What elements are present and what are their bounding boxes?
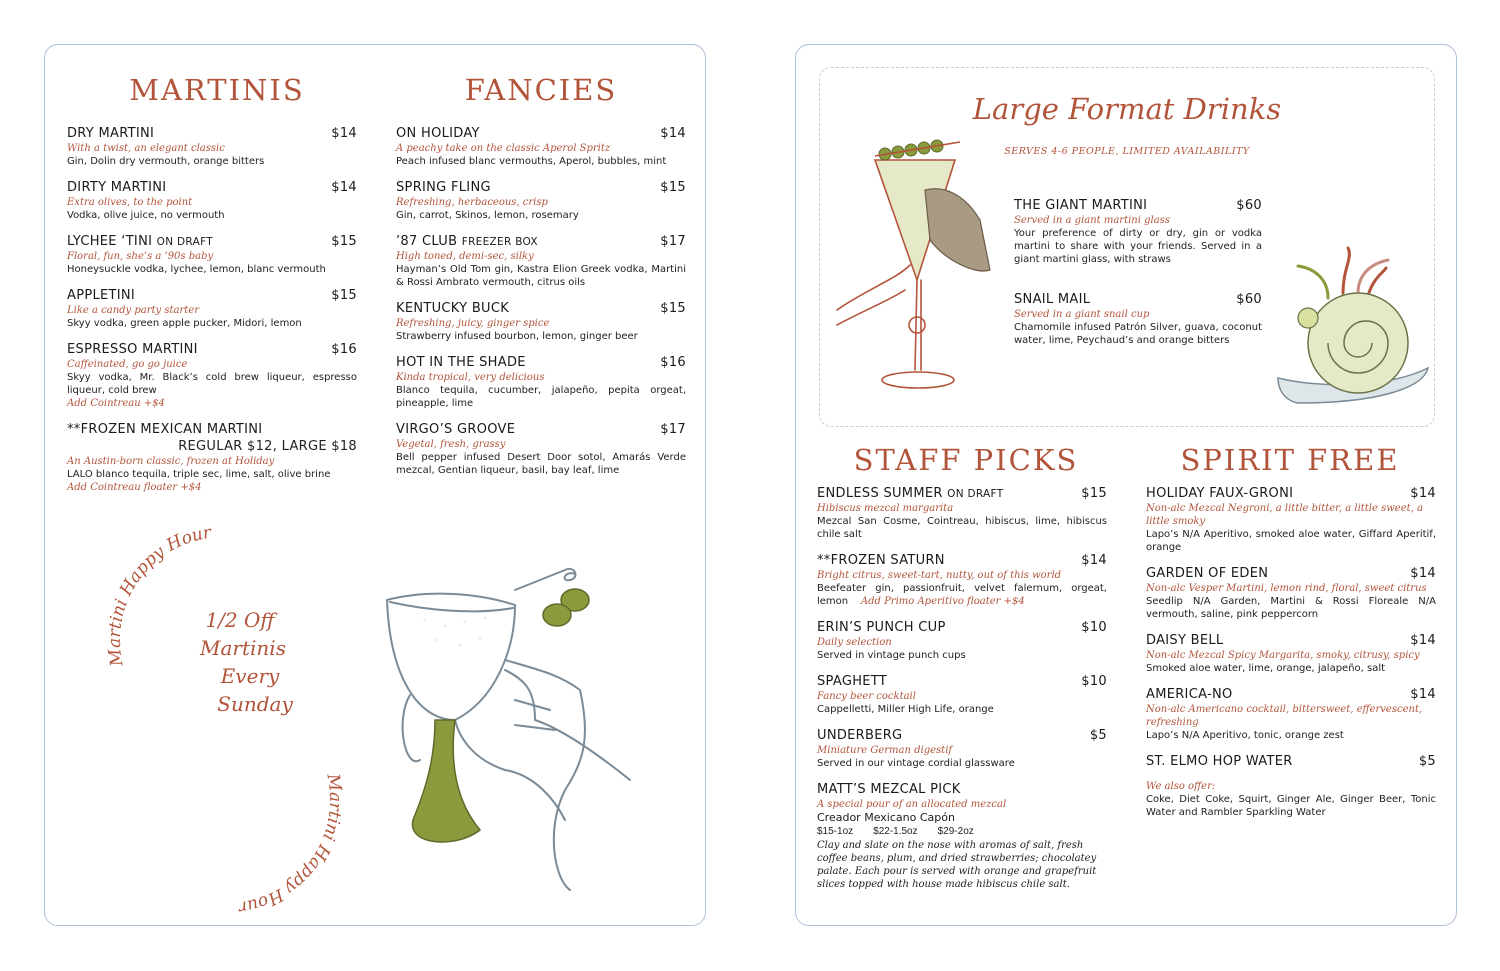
item-name: SPAGHETT <box>817 674 888 689</box>
item-name: DAISY BELL <box>1146 633 1224 648</box>
item-price: $15 <box>660 180 686 195</box>
item-description: Bell pepper infused Desert Door sotol, Amarás Verde mezcal, Gentian liqueur, basil, bay leaf, lime <box>396 452 686 476</box>
item-price: $14 <box>1410 486 1436 501</box>
item-name: AMERICA-NO <box>1146 687 1233 702</box>
menu-item <box>817 728 1107 770</box>
staff-picks-title: STAFF PICKS <box>853 443 1079 477</box>
item-tagline: Floral, fun, she’s a ’90s baby <box>67 251 214 262</box>
happy-hour-arc-top: Martini Happy Hour <box>104 522 213 668</box>
item-tagline: A peachy take on the classic Aperol Spritz <box>396 143 611 154</box>
item-description: Cappelletti, Miller High Life, orange <box>817 704 994 715</box>
item-tagline: Vegetal, fresh, grassy <box>396 439 506 450</box>
item-description: Lapo’s N/A Aperitivo, tonic, orange zest <box>1146 730 1344 741</box>
martinis-title: MARTINIS <box>129 73 305 107</box>
item-price: $60 <box>1236 292 1262 307</box>
item-description: Strawberry infused bourbon, lemon, ginger beer <box>396 331 638 342</box>
happy-hour-arc-bottom: Martini Happy Hour <box>237 772 346 918</box>
item-price: $15 <box>331 288 357 303</box>
item-price: $10 <box>1081 620 1107 635</box>
martinis-list <box>67 126 357 506</box>
mezcal-prices <box>817 825 1107 839</box>
item-description: Served in our vintage cordial glassware <box>817 758 1015 769</box>
item-tagline: Non-alc Vesper Martini, lemon rind, floral, sweet citrus <box>1146 583 1427 594</box>
item-price: REGULAR $12, LARGE $18 <box>178 439 357 454</box>
item-tagline: Served in a giant martini glass <box>1014 215 1170 226</box>
item-description: Smoked aloe water, lime, orange, jalapeño, salt <box>1146 663 1386 674</box>
happy-hour-line-4: Sunday <box>217 692 293 716</box>
item-price: $14 <box>331 180 357 195</box>
item-description: Skyy vodka, green apple pucker, Midori, lemon <box>67 318 302 329</box>
staff-picks-list <box>817 486 1107 903</box>
item-description: Vodka, olive juice, no vermouth <box>67 210 225 221</box>
item-name: DRY MARTINI <box>67 126 155 141</box>
item-subtitle: FREEZER BOX <box>461 236 538 248</box>
item-price: $14 <box>1081 553 1107 568</box>
item-name: **FROZEN SATURN <box>817 553 945 568</box>
item-tagline: Fancy beer cocktail <box>817 691 916 702</box>
item-tagline: Like a candy party starter <box>67 305 199 316</box>
item-description: Skyy vodka, Mr. Black’s cold brew liqueur, espresso liqueur, cold brew <box>67 372 357 396</box>
item-price: $17 <box>660 234 686 249</box>
menu-item <box>67 342 357 410</box>
item-tagline: Refreshing, juicy, ginger spice <box>396 318 550 329</box>
item-price: $14 <box>660 126 686 141</box>
item-name: SNAIL MAIL <box>1014 292 1091 307</box>
item-name: THE GIANT MARTINI <box>1014 198 1148 213</box>
menu-item <box>817 486 1107 541</box>
menu-item <box>817 553 1107 608</box>
item-tagline: Bright citrus, sweet-tart, nutty, out of this world <box>817 570 1062 581</box>
item-name: ESPRESSO MARTINI <box>67 342 198 357</box>
item-name: DIRTY MARTINI <box>67 180 167 195</box>
item-tagline: Extra olives, to the point <box>67 197 193 208</box>
menu-item <box>1146 486 1436 554</box>
item-description: Chamomile infused Patrón Silver, guava, coconut water, lime, Peychaud’s and orange bitters <box>1014 322 1262 346</box>
snail-cup-illustration <box>1258 238 1438 418</box>
item-tagline: Caffeinated, go go juice <box>67 359 188 370</box>
menu-item <box>396 422 686 477</box>
item-price: $15 <box>331 234 357 249</box>
item-description: Served in vintage punch cups <box>817 650 966 661</box>
item-price: $16 <box>331 342 357 357</box>
menu-item <box>1014 198 1262 266</box>
item-description: Gin, carrot, Skinos, lemon, rosemary <box>396 210 579 221</box>
item-tagline: Non-alc Mezcal Negroni, a little bitter, a little sweet, a little smoky <box>1146 503 1423 527</box>
item-addon: Add Primo Aperitivo floater +$4 <box>860 596 1025 607</box>
also-offer-list: Coke, Diet Coke, Squirt, Ginger Ale, Ginger Beer, Tonic Water and Rambler Sparkling Water <box>1146 794 1436 818</box>
item-tagline: With a twist, an elegant classic <box>67 143 225 154</box>
item-price: $14 <box>1410 687 1436 702</box>
fancies-list <box>396 126 686 489</box>
item-name: HOT IN THE SHADE <box>396 355 526 370</box>
large-format-box <box>819 67 1435 427</box>
item-description: Mezcal San Cosme, Cointreau, hibiscus, lime, hibiscus chile salt <box>817 516 1107 540</box>
fancies-title: FANCIES <box>464 73 618 107</box>
mezcal-description: Clay and slate on the nose with aromas of salt, fresh coffee beans, plum, and dried strawberries; chocolatey palate. Each pour is served with orange and grapefruit slices topped with house made hibiscus chile salt. <box>817 840 1097 890</box>
menu-item <box>67 234 357 276</box>
item-name: ERIN’S PUNCH CUP <box>817 620 946 635</box>
item-name: ON HOLIDAY <box>396 126 480 141</box>
left-menu-page <box>44 44 706 926</box>
menu-item <box>1146 633 1436 675</box>
item-description: Honeysuckle vodka, lychee, lemon, blanc vermouth <box>67 264 326 275</box>
item-description: Seedlip N/A Garden, Martini & Rossi Floreale N/A vermouth, saline, pink peppercorn <box>1146 596 1436 620</box>
item-name: VIRGO’S GROOVE <box>396 422 516 437</box>
item-price: $60 <box>1236 198 1262 213</box>
right-menu-page <box>795 44 1457 926</box>
item-tagline: High toned, demi-sec, silky <box>396 251 534 262</box>
item-price: $5 <box>1418 754 1436 769</box>
item-description: Lapo’s N/A Aperitivo, smoked aloe water, Giffard Aperitif, orange <box>1146 529 1436 553</box>
menu-item <box>67 288 357 330</box>
item-tagline: Refreshing, herbaceous, crisp <box>396 197 548 208</box>
item-tagline: Hibiscus mezcal margarita <box>817 503 954 514</box>
happy-hour-line-2: Martinis <box>200 636 286 660</box>
menu-item <box>1014 292 1262 347</box>
item-name: HOLIDAY FAUX-GRONI <box>1146 486 1294 501</box>
large-format-title: Large Format Drinks <box>972 92 1282 126</box>
item-description: Peach infused blanc vermouths, Aperol, bubbles, mint <box>396 156 667 167</box>
item-tagline: A special pour of an allocated mezcal <box>817 799 1007 810</box>
item-tagline: An Austin-born classic, frozen at Holiday <box>67 456 275 467</box>
item-tagline: Non-alc Mezcal Spicy Margarita, smoky, citrusy, spicy <box>1146 650 1420 661</box>
menu-item <box>396 234 686 289</box>
menu-item-frozen-mexican-martini <box>67 422 357 494</box>
item-name: UNDERBERG <box>817 728 903 743</box>
menu-item <box>1146 687 1436 742</box>
item-price: $14 <box>1410 566 1436 581</box>
item-addon: Add Cointreau +$4 <box>67 398 165 409</box>
large-format-serves: SERVES 4-6 PEOPLE, LIMITED AVAILABILITY <box>1004 146 1250 157</box>
mezcal-price-1-5oz: $22-1.5oz <box>873 826 918 837</box>
item-tagline: Served in a giant snail cup <box>1014 309 1150 320</box>
mezcal-bottle: Creador Mexicano Capón <box>817 811 955 824</box>
item-tagline: Kinda tropical, very delicious <box>396 372 545 383</box>
item-name: ENDLESS SUMMER <box>817 486 943 501</box>
item-name: LYCHEE ‘TINI <box>67 234 153 249</box>
item-subtitle: ON DRAFT <box>156 236 213 248</box>
menu-item <box>396 180 686 222</box>
item-price: $14 <box>1410 633 1436 648</box>
menu-item-mezcal-pick <box>817 782 1107 891</box>
item-subtitle: ON DRAFT <box>947 488 1004 500</box>
menu-item <box>1146 754 1436 770</box>
item-description: Your preference of dirty or dry, gin or vodka martini to share with your friends. Served in a giant martini glass, with straws <box>1014 228 1262 265</box>
item-description: Hayman’s Old Tom gin, Kastra Elion Greek vodka, Martini & Rossi Ambrato vermouth, citrus oils <box>396 264 686 288</box>
item-tagline: Non-alc Americano cocktail, bittersweet, effervescent, refreshing <box>1146 704 1423 728</box>
menu-item <box>396 355 686 410</box>
happy-hour-line-3: Every <box>220 664 280 688</box>
large-format-list <box>1014 198 1262 359</box>
item-price: $17 <box>660 422 686 437</box>
menu-item <box>817 674 1107 716</box>
spirit-free-list <box>1146 486 1436 819</box>
item-price: $16 <box>660 355 686 370</box>
item-name: **FROZEN MEXICAN MARTINI <box>67 422 263 437</box>
item-price: $5 <box>1089 728 1107 743</box>
happy-hour-stamp <box>104 522 346 918</box>
spirit-free-title: SPIRIT FREE <box>1180 443 1400 477</box>
menu-item <box>817 620 1107 662</box>
happy-hour-line-1: 1/2 Off <box>205 608 275 632</box>
item-tagline: Miniature German digestif <box>817 745 953 756</box>
item-price: $15 <box>1081 486 1107 501</box>
item-name: ST. ELMO HOP WATER <box>1146 754 1293 769</box>
mezcal-price-1oz: $15-1oz <box>817 826 854 837</box>
menu-item <box>1146 566 1436 621</box>
item-price: $14 <box>331 126 357 141</box>
menu-item <box>396 126 686 168</box>
item-name: KENTUCKY BUCK <box>396 301 510 316</box>
item-price: $15 <box>660 301 686 316</box>
menu-item <box>396 301 686 343</box>
menu-item <box>67 180 357 222</box>
item-name: GARDEN OF EDEN <box>1146 566 1269 581</box>
item-name: ’87 CLUB <box>396 234 458 249</box>
item-description: Blanco tequila, cucumber, jalapeño, pepita orgeat, pineapple, lime <box>396 385 686 409</box>
giant-martini-illustration <box>835 140 995 400</box>
item-name: APPLETINI <box>67 288 136 303</box>
item-price: $10 <box>1081 674 1107 689</box>
mezcal-price-2oz: $29-2oz <box>937 826 974 837</box>
item-name: MATT’S MEZCAL PICK <box>817 782 961 797</box>
item-description: Beefeater gin, passionfruit, velvet falernum, orgeat, lemon Add Primo Aperitivo floater +$4 <box>817 583 1107 607</box>
item-description: Gin, Dolin dry vermouth, orange bitters <box>67 156 265 167</box>
also-offer-label: We also offer: <box>1146 781 1216 792</box>
item-description: LALO blanco tequila, triple sec, lime, salt, olive brine <box>67 469 331 480</box>
item-name: SPRING FLING <box>396 180 491 195</box>
item-tagline: Daily selection <box>817 637 892 648</box>
item-addon: Add Cointreau floater +$4 <box>67 482 202 493</box>
menu-item <box>67 126 357 168</box>
coupe-hand-illustration <box>365 560 635 900</box>
